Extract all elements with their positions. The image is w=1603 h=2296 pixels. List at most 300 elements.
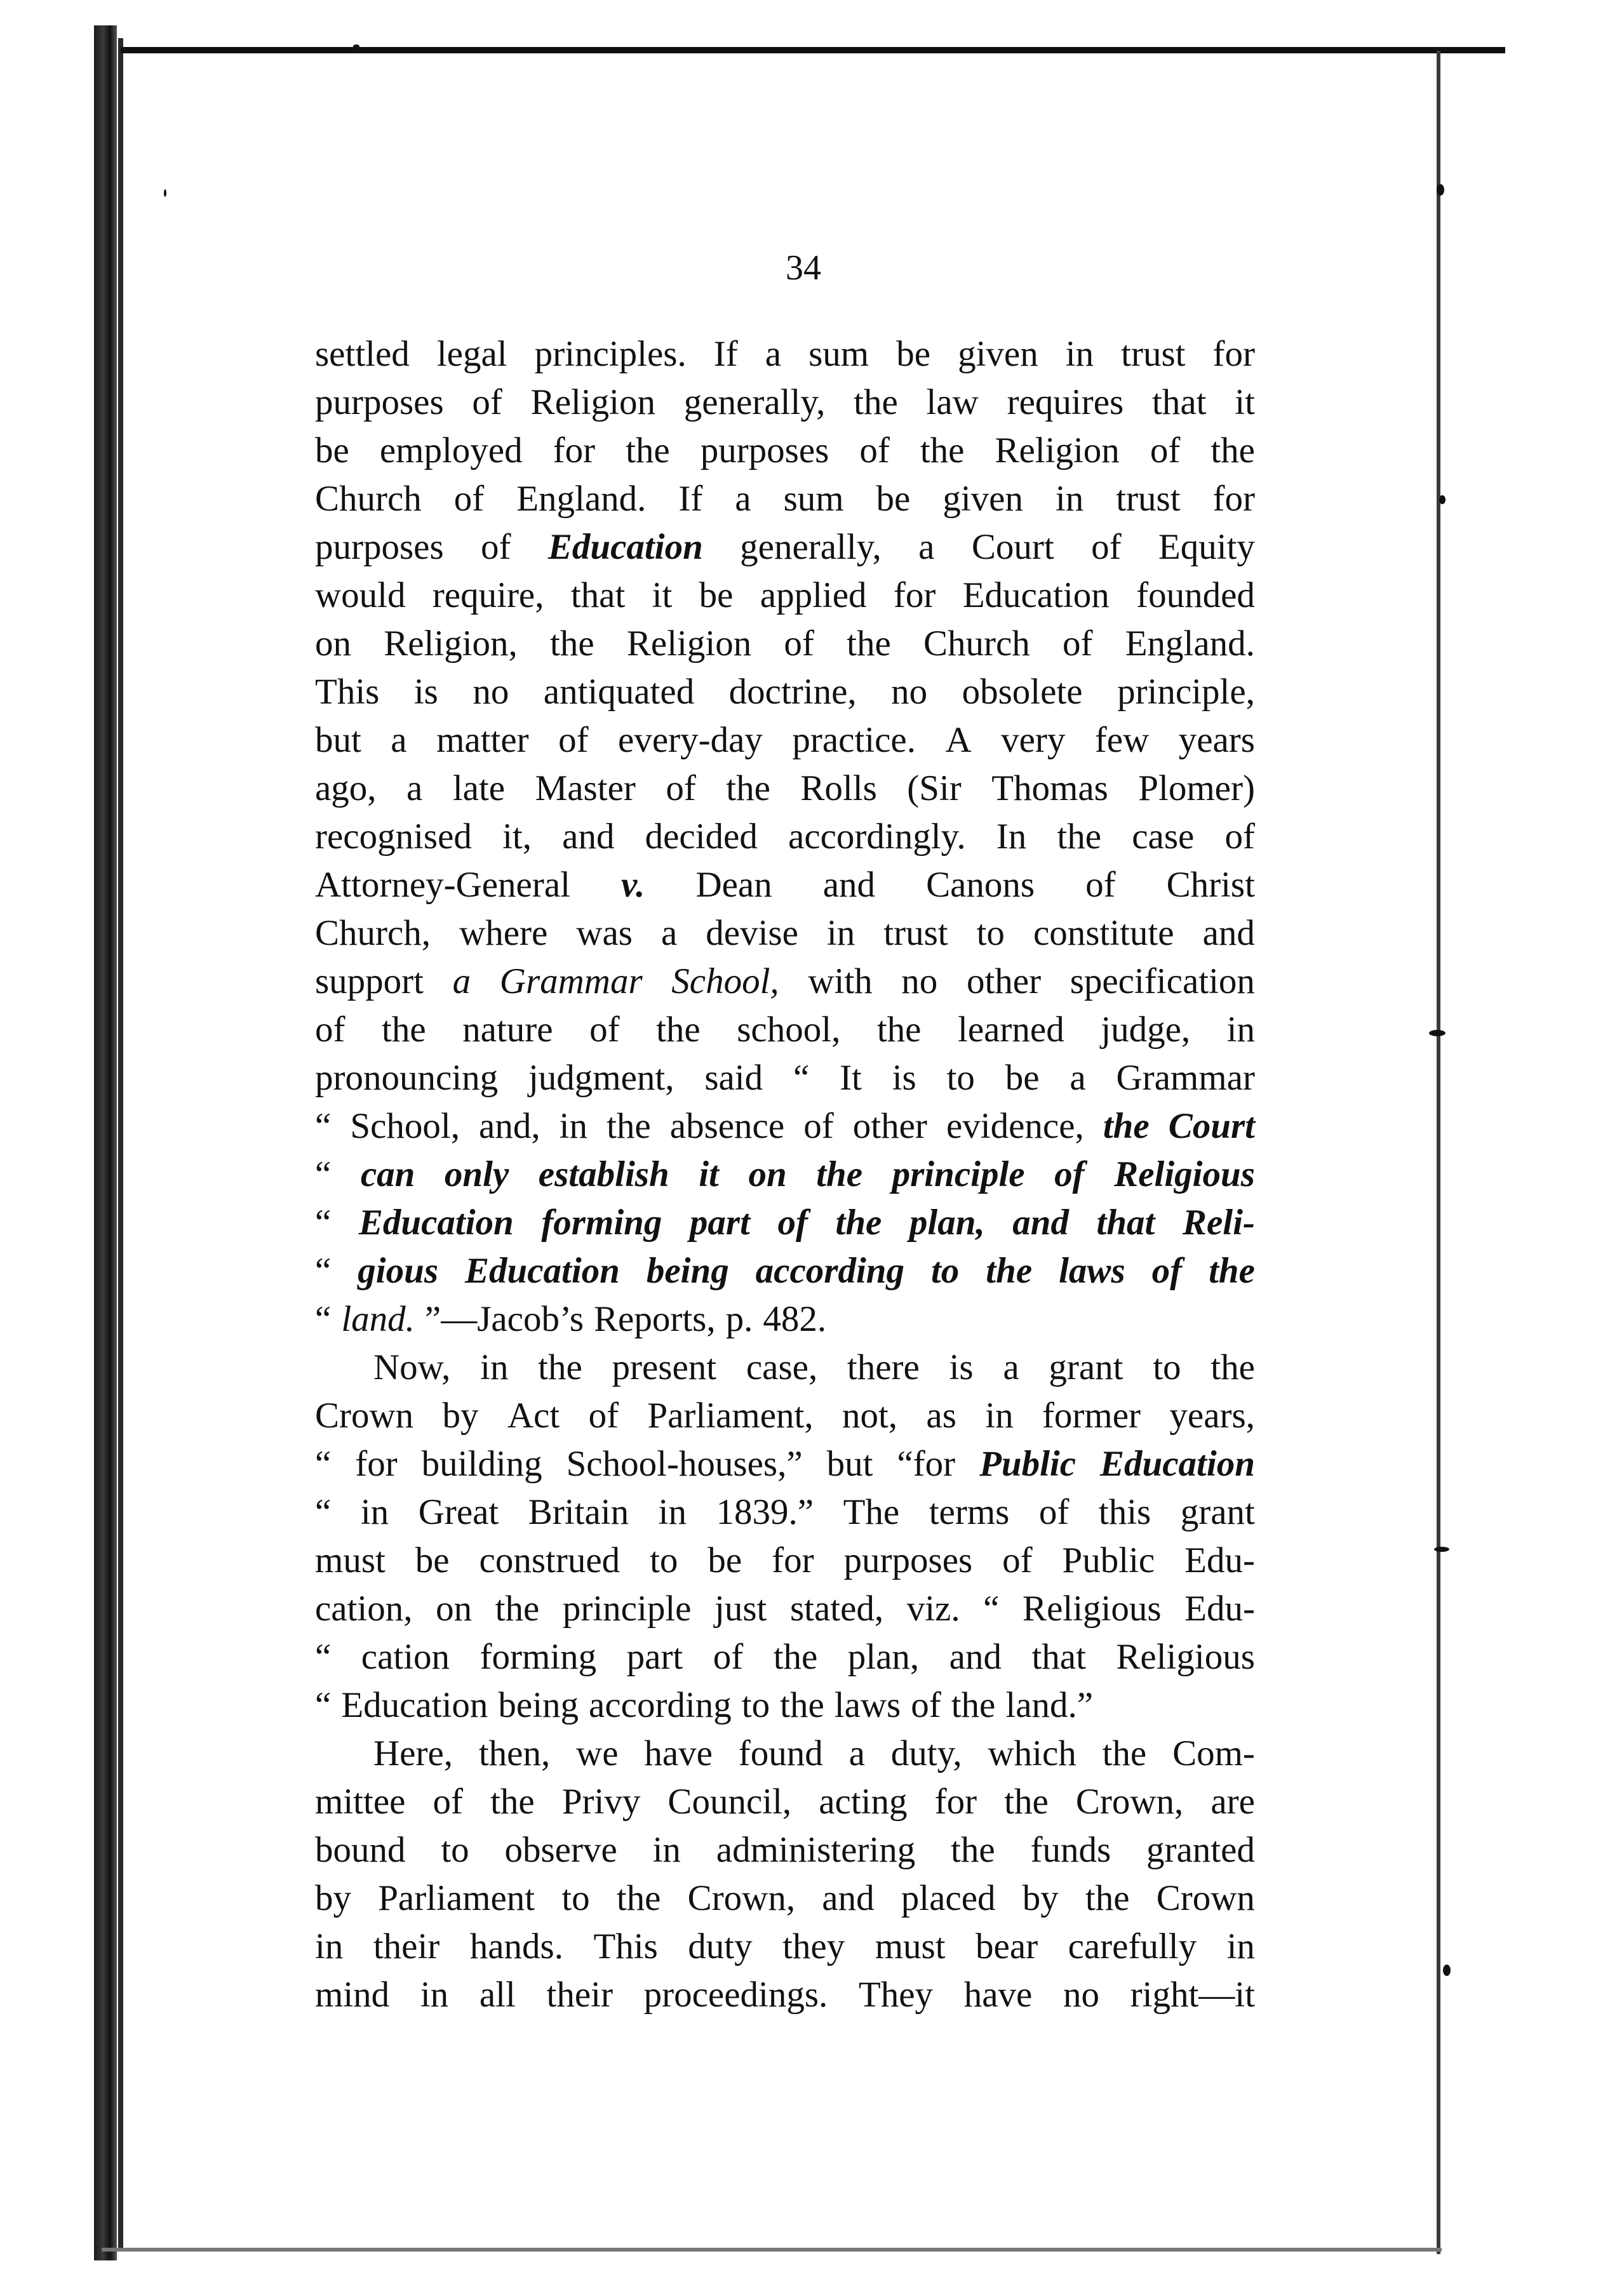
word: that	[1031, 1637, 1086, 1677]
text-line	[315, 1488, 1255, 1537]
word: Plomer)	[1138, 768, 1255, 808]
word: Edu-	[1184, 1540, 1255, 1580]
word: for	[1212, 479, 1255, 519]
word: practice.	[792, 720, 916, 760]
word: trust	[1121, 334, 1186, 374]
word: Britain	[528, 1492, 629, 1532]
word: to	[650, 1540, 678, 1580]
word: for	[355, 1444, 398, 1484]
word: for	[553, 431, 596, 471]
word: the	[835, 1203, 882, 1243]
word: administering	[716, 1830, 916, 1870]
word: a	[735, 479, 751, 519]
word: “	[793, 1058, 810, 1098]
word: which	[988, 1733, 1076, 1773]
word: “	[983, 1589, 1000, 1629]
text-line	[315, 378, 1255, 427]
word: for	[772, 1540, 814, 1580]
word: on	[315, 624, 351, 664]
word: building	[421, 1444, 542, 1484]
word: Privy	[561, 1782, 641, 1822]
word: Grammar	[499, 961, 643, 1001]
binding-shadow	[118, 38, 123, 2248]
word: Grammar	[1116, 1058, 1255, 1098]
word: the	[1103, 1106, 1150, 1146]
word: Education	[464, 1251, 620, 1291]
word: a	[1003, 1347, 1019, 1387]
word: in	[658, 1492, 687, 1532]
word: Church,	[315, 913, 431, 953]
word: the	[951, 1685, 996, 1725]
text-line	[315, 1102, 1255, 1151]
word: Education	[1100, 1444, 1255, 1484]
text-line	[315, 716, 1255, 764]
word: as	[926, 1396, 956, 1436]
word: the	[538, 1347, 582, 1387]
word: grant	[1049, 1347, 1123, 1387]
word: found	[738, 1733, 823, 1773]
word: Here,	[373, 1733, 453, 1773]
word: and	[822, 865, 876, 905]
word: doctrine,	[728, 672, 857, 712]
word: no	[1063, 1975, 1099, 2015]
word: be	[896, 334, 931, 374]
word: this	[1098, 1492, 1151, 1532]
word: Education	[547, 527, 703, 567]
word: very	[1001, 720, 1066, 760]
page-right-edge	[1437, 51, 1440, 2254]
text-line	[315, 1826, 1255, 1874]
word: they	[782, 1926, 845, 1966]
text-line	[315, 1151, 1255, 1199]
word: Education	[962, 575, 1110, 615]
text-line	[315, 813, 1255, 861]
word: of	[1002, 1540, 1033, 1580]
text-line	[315, 1537, 1255, 1585]
word: The	[843, 1492, 900, 1532]
word: judge,	[1101, 1010, 1191, 1050]
word: being	[498, 1685, 579, 1725]
word: grant	[1180, 1492, 1255, 1532]
word: case	[1132, 817, 1195, 857]
word: the	[495, 1589, 540, 1629]
word: of	[666, 768, 696, 808]
word: Great	[418, 1492, 499, 1532]
word: nature	[462, 1010, 553, 1050]
word: evidence,	[946, 1106, 1084, 1146]
word: the	[920, 431, 965, 471]
text-line	[315, 1778, 1255, 1826]
word: the	[726, 768, 770, 808]
word: “	[315, 1203, 332, 1243]
word: Religion	[530, 382, 655, 422]
word: in	[480, 1347, 509, 1387]
text-line	[315, 571, 1255, 620]
word: would	[315, 575, 406, 615]
word: bear	[976, 1926, 1038, 1966]
word: but	[826, 1444, 873, 1484]
word: that	[1151, 382, 1207, 422]
word: They	[858, 1975, 934, 2015]
word: the	[854, 382, 898, 422]
word: we	[576, 1733, 619, 1773]
word: is	[892, 1058, 916, 1098]
word: other	[966, 961, 1042, 1001]
word: the	[780, 1685, 824, 1725]
word: terms	[929, 1492, 1010, 1532]
word: School-houses,”	[566, 1444, 803, 1484]
word: of	[713, 1637, 744, 1677]
word: for	[934, 1782, 977, 1822]
text-line	[315, 1295, 1255, 1344]
text-line	[315, 1006, 1255, 1054]
word: Parliament	[378, 1878, 535, 1918]
word: by	[1022, 1878, 1059, 1918]
word: observe	[504, 1830, 617, 1870]
word: laws	[834, 1685, 901, 1725]
word: Church	[923, 624, 1030, 664]
word: ago,	[315, 768, 377, 808]
page-number: 34	[786, 248, 821, 288]
word: the	[626, 431, 670, 471]
word: to	[441, 1830, 469, 1870]
word: generally,	[683, 382, 826, 422]
word: Dean	[695, 865, 772, 905]
word: is	[949, 1347, 974, 1387]
word: in	[985, 1396, 1014, 1436]
word: establish	[538, 1154, 669, 1194]
word: according	[755, 1251, 904, 1291]
word: the	[773, 1637, 818, 1677]
word: principle,	[1117, 672, 1255, 712]
word: mittee	[315, 1782, 406, 1822]
word: gious	[358, 1251, 439, 1291]
word: laws	[1059, 1251, 1125, 1291]
page-top-edge	[121, 47, 1505, 53]
word: the	[1057, 817, 1102, 857]
word: law	[926, 382, 979, 422]
word: matter	[436, 720, 529, 760]
word: Education	[358, 1203, 514, 1243]
word: a	[848, 1733, 865, 1773]
word: being	[646, 1251, 729, 1291]
word: principles.	[534, 334, 687, 374]
word: England.	[1125, 624, 1255, 664]
text-line	[315, 668, 1255, 716]
word: placed	[901, 1878, 996, 1918]
word: of	[911, 1685, 941, 1725]
word: only	[444, 1154, 509, 1194]
word: of	[1151, 1251, 1183, 1291]
word: in	[1226, 1926, 1255, 1966]
word: mind	[315, 1975, 390, 2015]
margin-speck	[1443, 1965, 1451, 1976]
word: the	[607, 1106, 651, 1146]
word: “for	[897, 1444, 956, 1484]
word: granted	[1146, 1830, 1255, 1870]
word: a	[452, 961, 471, 1001]
text-line	[315, 1923, 1255, 1971]
word: of	[433, 1782, 464, 1822]
word: Act	[507, 1396, 560, 1436]
word: the	[1211, 431, 1255, 471]
word: Religious	[1114, 1154, 1255, 1194]
word: require,	[432, 575, 544, 615]
word: A	[945, 720, 972, 760]
text-line	[315, 1392, 1255, 1440]
word: according	[589, 1685, 732, 1725]
word: constitute	[1033, 913, 1174, 953]
word: in	[826, 913, 855, 953]
word: If	[678, 479, 703, 519]
word: be	[699, 575, 734, 615]
word: to	[946, 1058, 975, 1098]
word: and	[1012, 1203, 1069, 1243]
word: of	[588, 1396, 619, 1436]
word: construed	[479, 1540, 620, 1580]
word: purposes	[843, 1540, 973, 1580]
word: “	[315, 1685, 332, 1725]
text-line	[315, 620, 1255, 668]
word: plan,	[909, 1203, 985, 1243]
text-line	[315, 1585, 1255, 1633]
text-line	[315, 1344, 1255, 1392]
word: it	[699, 1154, 719, 1194]
word: accordingly.	[788, 817, 966, 857]
word: Equity	[1158, 527, 1255, 567]
word: Christ	[1166, 865, 1255, 905]
word: “	[315, 1106, 332, 1146]
word: purposes	[315, 527, 444, 567]
word: the	[847, 624, 891, 664]
word: obsolete	[962, 672, 1083, 712]
word: part	[626, 1637, 683, 1677]
word: of	[777, 1203, 808, 1243]
margin-speck	[1429, 1030, 1445, 1036]
word: cation	[361, 1637, 450, 1677]
word: there	[847, 1347, 920, 1387]
word: years	[1178, 720, 1255, 760]
word: be	[315, 431, 349, 471]
word: Reports,	[594, 1299, 716, 1339]
word: “	[315, 1637, 332, 1677]
body-text	[315, 330, 1255, 2019]
word: the	[1102, 1733, 1147, 1773]
word: in	[559, 1106, 587, 1146]
word: Master	[535, 768, 636, 808]
word: Reli-	[1182, 1203, 1255, 1243]
word: by	[442, 1396, 479, 1436]
word: Religious	[1116, 1637, 1255, 1677]
word: generally,	[740, 527, 882, 567]
word: the	[1004, 1782, 1049, 1822]
word: the	[1211, 1347, 1255, 1387]
word: few	[1094, 720, 1150, 760]
word: part	[689, 1203, 750, 1243]
word: and	[949, 1637, 1002, 1677]
word: Canons	[926, 865, 1035, 905]
word: to	[930, 1251, 960, 1291]
word: “	[315, 1492, 332, 1532]
word: purposes	[700, 431, 829, 471]
word: Religion,	[384, 624, 518, 664]
word: the	[550, 624, 594, 664]
word: stated,	[789, 1589, 884, 1629]
word: of	[453, 479, 485, 519]
word: of	[1054, 1154, 1085, 1194]
word: that	[1096, 1203, 1155, 1243]
word: the	[1209, 1251, 1255, 1291]
word: legal	[436, 334, 507, 374]
page-bottom-edge	[102, 2248, 1442, 2252]
word: cation,	[315, 1589, 413, 1629]
word: the	[656, 1010, 701, 1050]
word: have	[644, 1733, 713, 1773]
margin-speck	[164, 189, 166, 197]
word: all	[479, 1975, 516, 2015]
text-line	[315, 330, 1255, 378]
word: the	[876, 1010, 922, 1050]
word: former	[1042, 1396, 1141, 1436]
text-line	[315, 523, 1255, 571]
word: that	[570, 575, 626, 615]
word: just	[714, 1589, 767, 1629]
word: late	[452, 768, 506, 808]
word: the	[816, 1154, 863, 1194]
word: “	[315, 1154, 332, 1194]
word: 482.	[763, 1299, 827, 1339]
word: to	[976, 913, 1005, 953]
word: Thomas	[991, 768, 1108, 808]
binding-edge	[94, 25, 117, 2260]
word: plan,	[847, 1637, 920, 1677]
word: Crown,	[687, 1878, 796, 1918]
word: it,	[502, 817, 532, 857]
margin-speck	[353, 44, 359, 48]
word: founded	[1136, 575, 1255, 615]
word: applied	[760, 575, 867, 615]
text-line	[315, 427, 1255, 475]
word: Public	[1062, 1540, 1155, 1580]
word: It	[840, 1058, 862, 1098]
word: of	[1085, 865, 1116, 905]
word: Crown	[1156, 1878, 1255, 1918]
word: Crown,	[1075, 1782, 1184, 1822]
word: land.	[341, 1299, 415, 1339]
text-line	[315, 1247, 1255, 1295]
word: on	[748, 1154, 787, 1194]
word: and	[562, 817, 615, 857]
word: v.	[621, 865, 645, 905]
word: pronouncing	[315, 1058, 499, 1098]
text-line	[315, 909, 1255, 958]
word: devise	[706, 913, 798, 953]
word: 1839.”	[716, 1492, 814, 1532]
word: in	[1226, 1010, 1255, 1050]
text-line	[315, 1440, 1255, 1488]
word: carefully	[1068, 1926, 1197, 1966]
word: in	[652, 1830, 681, 1870]
word: (Sir	[907, 768, 962, 808]
word: other	[852, 1106, 927, 1146]
word: and,	[479, 1106, 540, 1146]
word: decided	[645, 817, 758, 857]
word: viz.	[906, 1589, 960, 1629]
word: said	[704, 1058, 763, 1098]
word: principle	[892, 1154, 1025, 1194]
word: to	[561, 1878, 590, 1918]
word: forming	[480, 1637, 597, 1677]
word: specification	[1070, 961, 1255, 1001]
word: with	[808, 961, 873, 1001]
word: proceedings.	[643, 1975, 828, 2015]
word: Court	[1168, 1106, 1255, 1146]
word: support	[315, 961, 424, 1001]
word: of	[1091, 527, 1122, 567]
word: Religious	[1023, 1589, 1162, 1629]
word: are	[1211, 1782, 1255, 1822]
word: is	[413, 672, 438, 712]
word: Court	[971, 527, 1054, 567]
word: the	[986, 1251, 1033, 1291]
word: right—it	[1130, 1975, 1255, 2015]
word: Religion	[626, 624, 752, 664]
text-line	[315, 475, 1255, 523]
word: judgment,	[528, 1058, 674, 1098]
word: the	[951, 1830, 995, 1870]
word: employed	[379, 431, 523, 471]
word: Attorney-General	[315, 865, 570, 905]
word: in	[360, 1492, 389, 1532]
text-line	[315, 1681, 1255, 1730]
word: land.”	[1005, 1685, 1094, 1725]
word: a	[406, 768, 423, 808]
word: the	[616, 1878, 661, 1918]
word: be	[876, 479, 911, 519]
margin-speck	[1434, 1547, 1449, 1552]
word: This	[315, 672, 380, 712]
word: to	[1153, 1347, 1181, 1387]
word: of	[859, 431, 890, 471]
word: funds	[1030, 1830, 1111, 1870]
word: of	[1224, 817, 1255, 857]
word: the	[382, 1010, 426, 1050]
word: not,	[842, 1396, 898, 1436]
word: it	[1235, 382, 1255, 422]
word: can	[360, 1154, 415, 1194]
word: settled	[315, 334, 410, 374]
word: Now,	[373, 1347, 451, 1387]
word: for	[893, 575, 936, 615]
word: the	[1085, 1878, 1130, 1918]
word: Church	[315, 479, 422, 519]
word: In	[996, 817, 1027, 857]
word: given	[942, 479, 1023, 519]
word: Edu-	[1184, 1589, 1255, 1629]
word: Education	[341, 1685, 488, 1725]
word: and	[822, 1878, 875, 1918]
text-line	[315, 764, 1255, 813]
word: learned	[958, 1010, 1064, 1050]
word: years,	[1169, 1396, 1255, 1436]
word: the	[490, 1782, 535, 1822]
word: p.	[725, 1299, 753, 1339]
word: it	[652, 575, 673, 615]
word: School,	[350, 1106, 460, 1146]
word: principle	[562, 1589, 692, 1629]
word: in	[1055, 479, 1084, 519]
word: a	[918, 527, 935, 567]
